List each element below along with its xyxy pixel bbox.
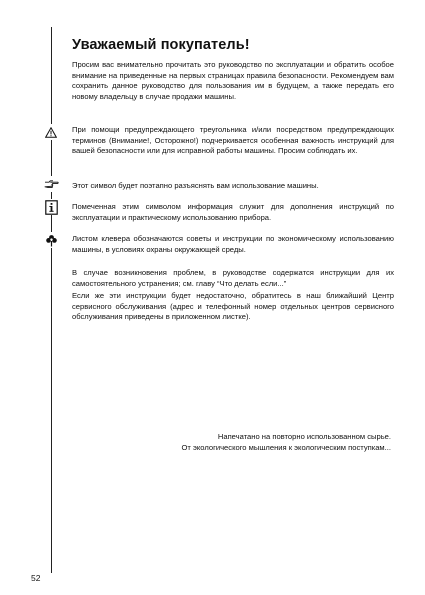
problems-paragraph: В случае возникновения проблем, в руководстве содержатся инструкции для их самостоятельного устранения; см. главу “Что делать если...” <box>72 268 394 288</box>
page-number: 52 <box>31 573 41 583</box>
service-center-paragraph: Если же эти инструкции будет недостаточно, обратитесь в наш ближайший Центр сервисного обслуживания (адрес и телефонный номер отдельных центров сервисного обслуживания приведены в приложенном листке). <box>72 291 394 322</box>
info-icon <box>43 199 59 215</box>
warning-triangle-icon <box>43 124 59 140</box>
recycled-paper-note <box>72 431 391 453</box>
pointing-hand-icon <box>43 176 59 192</box>
margin-rule <box>51 27 52 573</box>
clover-paragraph: Листом клевера обозначаются советы и инструкции по экономическому использованию машины, в условиях охраны окружающей среды. <box>72 234 394 254</box>
info-paragraph: Помеченная этим символом информация служит для дополнения инструкций по эксплуатации и практическому использованию прибора. <box>72 202 394 222</box>
clover-leaf-icon <box>43 232 59 248</box>
intro-paragraph: Просим вас внимательно прочитать это руководство по эксплуатации и обратить особое внимание на приведенные на первых страницах правила безопасности. Рекомендуем вам сохранить данное руководство для пользования им в будущем, а также передать его новому владельцу в случае продажи машины. <box>72 60 394 101</box>
warning-paragraph: При помощи предупреждающего треугольника и/или посредством предупреждающих терминов (Внимание!, Осторожно!) подчеркивается особенная важность инструкций для вашей безопасности или для исправной работы машины. Просим соблюдать их. <box>72 125 394 156</box>
hand-paragraph: Этот символ будет поэтапно разъяснять вам использование машины. <box>72 181 319 190</box>
footer-line-ecology: От экологического мышления к экологическим поступкам... <box>181 443 391 452</box>
footer-line-recycled: Напечатано на повторно использованном сырье. <box>217 432 391 441</box>
page-title: Уважаемый покупатель! <box>72 37 250 53</box>
